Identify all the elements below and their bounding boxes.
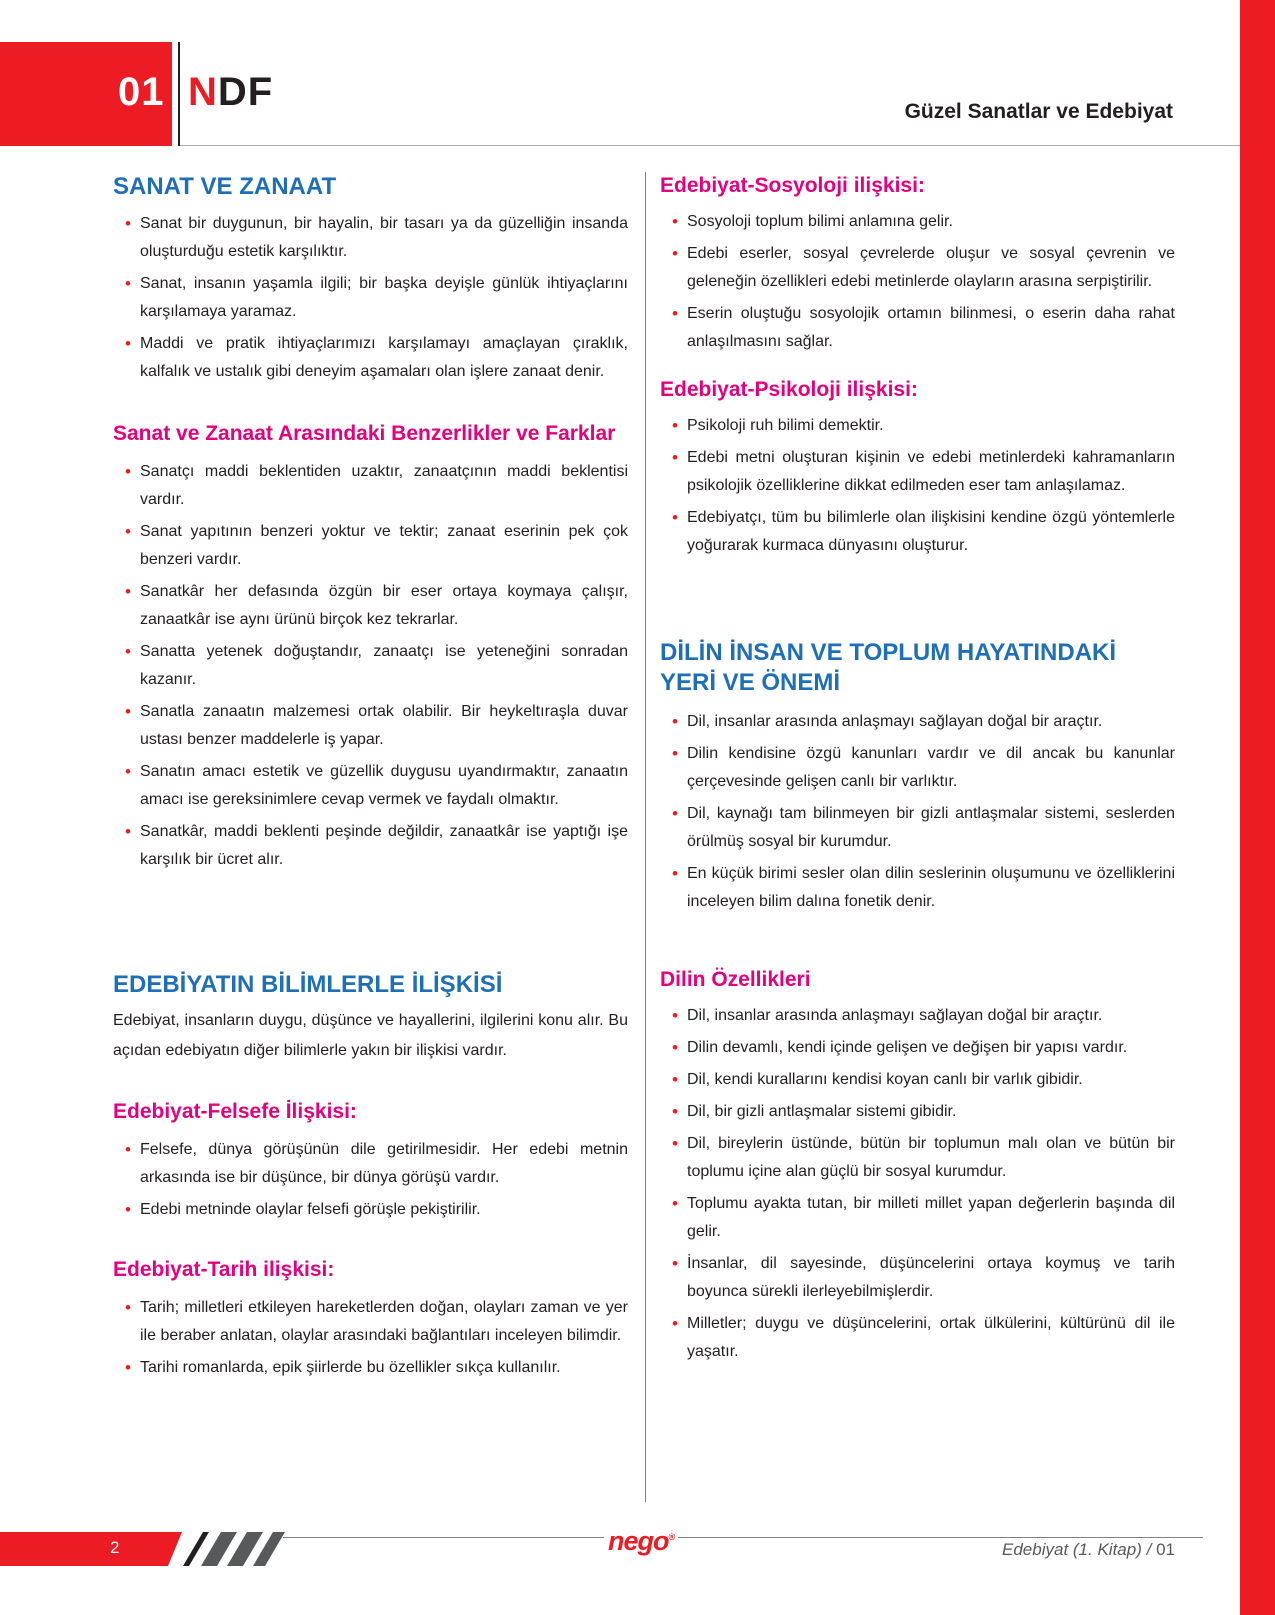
book-label: [1002, 1540, 1175, 1560]
brand-logo: [188, 70, 273, 115]
list-item: • Sanatta yetenek doğuştandır, zanaatçı ise yeteneğini sonradan kazanır.: [113, 638, 628, 694]
brand-first-letter: N: [188, 70, 218, 114]
list-item: • Dil, bir gizli antlaşmalar sistemi gibidir.: [660, 1098, 1175, 1126]
list-dil-ozellikleri: [660, 1002, 1175, 1366]
footer-stripes: [175, 1532, 285, 1566]
list-item: • Felsefe, dünya görüşünün dile getirilmesidir. Her edebi metnin arkasında ise bir düşünce, bir dünya görüşü vardır.: [113, 1136, 628, 1192]
list-item: • Dilin kendisine özgü kanunları vardır ve dil ancak bu kanunlar çerçevesinde gelişen canlı bir varlıktır.: [660, 740, 1175, 796]
bilimler-intro: Edebiyat, insanların duygu, düşünce ve hayallerini, ilgilerini konu alır. Bu açıdan edebiyatın diğer bilimlerle yakın bir ilişkisi vardır.: [113, 1012, 628, 1059]
list-item: • Dilin devamlı, kendi içinde gelişen ve değişen bir yapısı vardır.: [660, 1034, 1175, 1062]
list-psikoloji: [660, 412, 1175, 560]
list-item: • İnsanlar, dil sayesinde, düşüncelerini ortaya koymuş ve tarih boyunca sürekli ilerleyebilmişlerdir.: [660, 1250, 1175, 1306]
list-item: • Sanatkâr her defasında özgün bir eser ortaya koymaya çalışır, zanaatkâr ise aynı ürünü birçok kez tekrarlar.: [113, 578, 628, 634]
list-farklar: [113, 458, 628, 874]
section-title-sanat-zanaat: SANAT VE ZANAAT: [113, 173, 337, 200]
subject-title: Güzel Sanatlar ve Edebiyat: [904, 100, 1173, 123]
list-item: • Psikoloji ruh bilimi demektir.: [660, 412, 1175, 440]
section-title-bilimler: EDEBİYATIN BİLİMLERLE İLİŞKİSİ: [113, 971, 503, 998]
list-item: • Sanatla zanaatın malzemesi ortak olabilir. Bir heykeltıraşla duvar ustası benzer maddelerle iş yapar.: [113, 698, 628, 754]
list-felsefe: [113, 1136, 628, 1224]
book-title: Edebiyat (1. Kitap): [1002, 1540, 1142, 1559]
list-item: • Dil, kaynağı tam bilinmeyen bir gizli antlaşmalar sistemi, seslerden örülmüş sosyal bir kurumdur.: [660, 800, 1175, 856]
chapter-number: 01: [118, 70, 165, 114]
list-item: • Sosyoloji toplum bilimi anlamına gelir.: [660, 208, 1175, 236]
list-item: • Dil, insanlar arasında anlaşmayı sağlayan doğal bir araçtır.: [660, 708, 1175, 736]
footer-rule: [283, 1537, 1203, 1538]
list-item: • Tarihi romanlarda, epik şiirlerde bu özellikler sıkça kullanılır.: [113, 1354, 628, 1382]
list-sanat-zanaat: [113, 210, 628, 386]
left-column: [113, 172, 628, 1386]
list-item: • Sanat bir duygunun, bir hayalin, bir tasarı ya da güzelliğin insanda oluşturduğu estetik karşılıktır.: [113, 210, 628, 266]
header-divider: [178, 42, 180, 146]
list-item: • Eserin oluştuğu sosyolojik ortamın bilinmesi, o eserin daha rahat anlaşılmasını sağlar.: [660, 300, 1175, 356]
list-item: • En küçük birimi sesler olan dilin seslerinin oluşumunu ve özelliklerini inceleyen bilim dalına fonetik denir.: [660, 860, 1175, 916]
brand-rest: DF: [217, 70, 274, 114]
list-item: • Tarih; milletleri etkileyen hareketlerden doğan, olayları zaman ve yer ile beraber anlatan, olaylar arasındaki bağlantıları inceleyen bilimdir.: [113, 1294, 628, 1350]
publisher-logo-text: nego: [608, 1526, 669, 1556]
column-divider: [645, 172, 646, 1502]
header-rule: [180, 145, 1240, 146]
list-item: • Maddi ve pratik ihtiyaçlarımızı karşılamayı amaçlayan çıraklık, kalfalık ve ustalık gibi deneyim aşamaları olan işlere zanaat denir.: [113, 330, 628, 386]
list-item: • Sanatçı maddi beklentiden uzaktır, zanaatçının maddi beklentisi vardır.: [113, 458, 628, 514]
list-item: • Sanat yapıtının benzeri yoktur ve tektir; zanaat eserinin pek çok benzeri vardır.: [113, 518, 628, 574]
subsection-title-farklar: Sanat ve Zanaat Arasındaki Benzerlikler ve Farklar: [113, 422, 616, 445]
list-item: • Edebiyatçı, tüm bu bilimlerle olan ilişkisini kendine özgü yöntemlerle yoğurarak kurmaca dünyasını oluşturur.: [660, 504, 1175, 560]
right-edge-bar: [1240, 0, 1275, 1615]
subsection-title-sosyoloji: Edebiyat-Sosyoloji ilişkisi:: [660, 174, 925, 197]
list-tarih: [113, 1294, 628, 1382]
list-item: • Edebi metninde olaylar felsefi görüşle pekiştirilir.: [113, 1196, 628, 1224]
publisher-logo: [604, 1526, 678, 1557]
subsection-title-dil-ozellikleri: Dilin Özellikleri: [660, 968, 811, 991]
list-item: • Toplumu ayakta tutan, bir milleti millet yapan değerlerin başında dil gelir.: [660, 1190, 1175, 1246]
list-item: • Dil, bireylerin üstünde, bütün bir toplumun malı olan ve bütün bir toplumu içine alan güçlü bir sosyal kurumdur.: [660, 1130, 1175, 1186]
subsection-title-tarih: Edebiyat-Tarih ilişkisi:: [113, 1258, 335, 1281]
list-item: • Edebi metni oluşturan kişinin ve edebi metinlerdeki kahramanların psikolojik özelliklerine dikkat edilmeden eser tam anlaşılamaz.: [660, 444, 1175, 500]
subsection-title-psikoloji: Edebiyat-Psikoloji ilişkisi:: [660, 378, 918, 401]
registered-mark: ®: [668, 1532, 675, 1542]
list-dil-yeri: [660, 708, 1175, 916]
list-item: • Sanatkâr, maddi beklenti peşinde değildir, zanaatkâr ise yaptığı işe karşılık bir ücret alır.: [113, 818, 628, 874]
list-item: • Sanatın amacı estetik ve güzellik duygusu uyandırmaktır, zanaatın amacı ise gereksinimlere cevap vermek ve faydalı olmaktır.: [113, 758, 628, 814]
book-separator: /: [1146, 1540, 1152, 1559]
list-item: • Dil, kendi kurallarını kendisi koyan canlı bir varlık gibidir.: [660, 1066, 1175, 1094]
list-item: • Edebi eserler, sosyal çevrelerde oluşur ve sosyal çevrenin ve geleneğin özellikleri edebi metinlerde olayların arasına serpiştirilir.: [660, 240, 1175, 296]
list-item: • Milletler; duygu ve düşüncelerini, ortak ülkülerini, kültürünü dil ile yaşatır.: [660, 1310, 1175, 1366]
subsection-title-felsefe: Edebiyat-Felsefe İlişkisi:: [113, 1100, 357, 1123]
book-number: 01: [1156, 1540, 1175, 1559]
list-sosyoloji: [660, 208, 1175, 356]
section-title-dil-yeri: DİLİN İNSAN VE TOPLUM HAYATINDAKİ YERİ VE ÖNEMİ: [660, 639, 1117, 696]
right-column: [660, 172, 1175, 1370]
list-item: • Dil, insanlar arasında anlaşmayı sağlayan doğal bir araçtır.: [660, 1002, 1175, 1030]
page-number: 2: [110, 1538, 120, 1557]
footer-red-tab: [0, 1532, 168, 1566]
list-item: • Sanat, insanın yaşamla ilgili; bir başka deyişle günlük ihtiyaçlarını karşılamaya yaramaz.: [113, 270, 628, 326]
